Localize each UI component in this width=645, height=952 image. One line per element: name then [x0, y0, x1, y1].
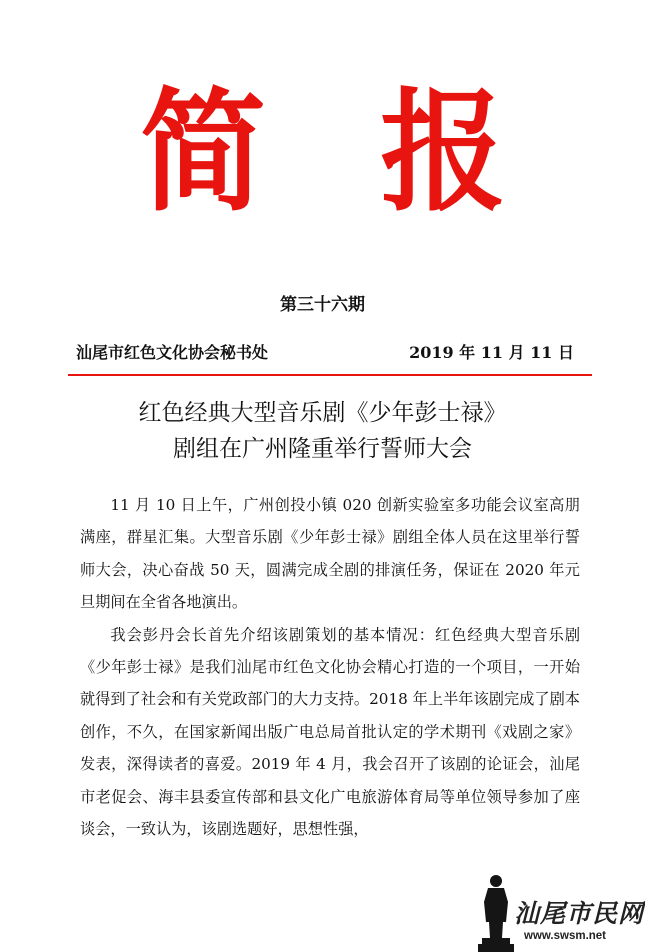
issue-number: 第三十六期 — [280, 295, 365, 315]
article-headline — [0, 395, 645, 467]
site-watermark — [476, 872, 645, 952]
publisher: 汕尾市红色文化协会秘书处 — [76, 343, 269, 362]
header-divider — [68, 374, 592, 376]
statue-silhouette-icon — [476, 872, 516, 952]
publication-meta — [76, 340, 574, 363]
watermark-url: www.swsm.net — [524, 930, 607, 942]
paragraph-2: 我会彭丹会长首先介绍该剧策划的基本情况：红色经典大型音乐剧《少年彭士禄》是我们汕尾市红色文化协会精心打造的一个项目，一开始就得到了社会和有关党政部门的大力支持。2018 年上半年该剧完成了剧本创作，不久，在国家新闻出版广电总局首批认定的学术期刊《戏剧之家》发表，深得读者的喜爱。2019 年 4 月，我会召开了该剧的论证会，汕尾市老促会、海丰县委宣传部和县文化广电旅游体育局等单位领导参加了座谈会，一致认为，该剧选题好，思想性强， — [80, 625, 580, 839]
masthead-title — [0, 78, 645, 238]
paragraph-1: 11 月 10 日上午，广州创投小镇 020 创新实验室多功能会议室高朋满座，群星汇集。大型音乐剧《少年彭士禄》剧组全体人员在这里举行誓师大会，决心奋战 50 天，圆满完成全剧的排演任务，保证在 2020 年元旦期间在全省各地演出。 — [80, 496, 580, 612]
publish-date: 2019 年 11 月 11 日 — [409, 343, 574, 362]
masthead-char-bao: 报 — [379, 76, 506, 230]
headline-line-1: 红色经典大型音乐剧《少年彭士禄》 — [138, 400, 507, 426]
article-body — [80, 489, 580, 845]
headline-line-2: 剧组在广州隆重举行誓师大会 — [173, 436, 472, 462]
masthead-char-jian: 简 — [139, 76, 266, 230]
watermark-brand: 汕尾市民网 — [514, 899, 645, 928]
